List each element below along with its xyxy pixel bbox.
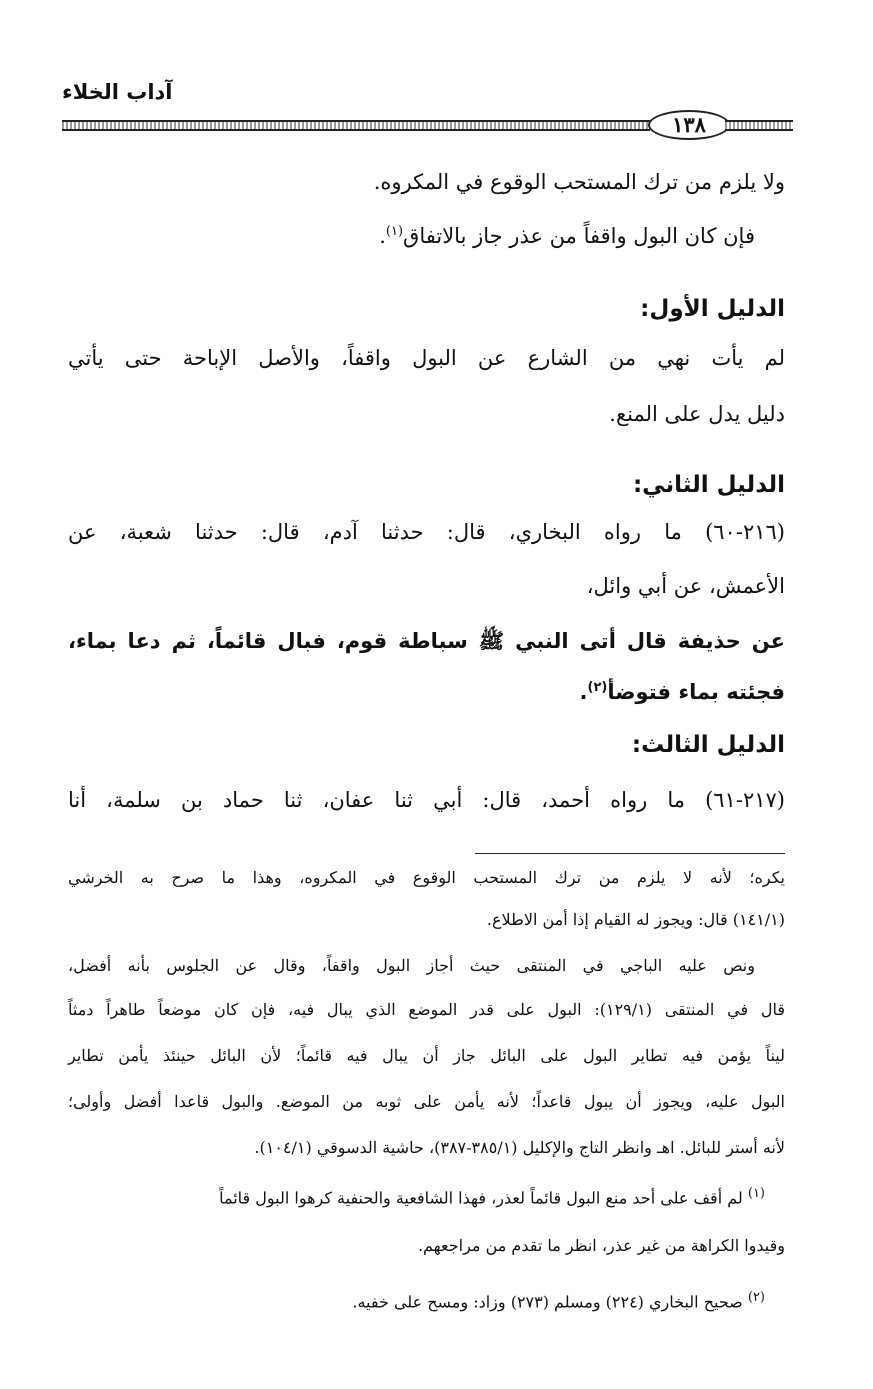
footnote-number: (٢)	[747, 1290, 765, 1305]
footnote-line: $^{(٢)}$ صحيح البخاري (٢٢٤) ومسلم (٢٧٣) وزاد: ومسح على خفيه.	[352, 1290, 765, 1312]
body-line: (٢١٧-٦١) ما رواه أحمد، قال: أبي ثنا عفان، ثنا حماد بن سلمة، أنا	[68, 788, 785, 812]
body-line: ولا يلزم من ترك المستحب الوقوع في المكروه.	[373, 170, 785, 194]
footnote-line: (١٤١/١) قال: ويجوز له القيام إذا أمن الاطلاع.	[486, 910, 785, 929]
footnote-line: ليناً يؤمن فيه تطاير البول على البائل جاز أن يبال فيه قائماً؛ لأن البائل حينئذ يأمن تطاير	[68, 1046, 785, 1065]
footnote-line: ونص عليه الباجي في المنتقى حيث أجاز البول واقفاً، وقال عن الجلوس بأنه أفضل،	[68, 956, 755, 975]
footnote-line: $^{(١)}$ لم أقف على أحد منع البول قائماً لعذر، فهذا الشافعية والحنفية كرهوا البول قائماً	[219, 1186, 765, 1208]
header-rule-left	[62, 120, 650, 131]
body-line: دليل يدل على المنع.	[609, 402, 785, 426]
hadith-text: عن حذيفة قال أتى النبي ﷺ سباطة قوم، فبال قائماً، ثم دعا بماء،	[68, 629, 785, 653]
footnote-line: لأنه أستر للبائل. اهـ وانظر التاج والإكليل (٣٨٥/١-٣٨٧)، حاشية الدسوقي (١٠٤/١).	[254, 1138, 785, 1157]
footnote-line: وقيدوا الكراهة من غير عذر، انظر ما تقدم من مراجعهم.	[417, 1236, 785, 1255]
footnote-number: (١)	[747, 1186, 765, 1201]
header-rule-right	[725, 120, 793, 131]
footnote-ref[interactable]: (٢)	[587, 680, 608, 695]
hadith-text: فجئته بماء فتوضأ$^{(٢)}$.	[579, 680, 785, 704]
section-heading: الدليل الثالث:	[631, 732, 785, 758]
footnote-separator	[475, 853, 785, 854]
footnote-line: البول عليه، ويجوز أن يبول قاعداً؛ لأنه يأمن على ثوبه من الموضع. والبول قاعدا أفضل وأولى؛	[68, 1092, 785, 1111]
footnote-ref[interactable]: (١)	[385, 224, 404, 239]
running-header-title: آداب الخلاء	[62, 80, 173, 104]
footnote-line: قال في المنتقى (١٢٩/١): البول على قدر الموضع الذي يبال فيه، فإن كان موضعاً طاهراً دمثاً	[68, 1000, 785, 1019]
footnote-line: يكره؛ لأنه لا يلزم من ترك المستحب الوقوع في المكروه، وهذا ما صرح به الخرشي	[68, 868, 785, 887]
section-heading: الدليل الثاني:	[632, 472, 785, 498]
page-number: ١٣٨	[648, 110, 730, 140]
section-heading: الدليل الأول:	[640, 296, 785, 322]
body-line: فإن كان البول واقفاً من عذر جاز بالاتفاق$^{(١)}$.	[379, 224, 755, 248]
body-line: الأعمش، عن أبي وائل،	[586, 574, 785, 598]
body-line: لم يأت نهي من الشارع عن البول واقفاً، والأصل الإباحة حتى يأتي	[68, 346, 785, 370]
body-line: (٢١٦-٦٠) ما رواه البخاري، قال: حدثنا آدم، قال: حدثنا شعبة، عن	[68, 520, 785, 544]
